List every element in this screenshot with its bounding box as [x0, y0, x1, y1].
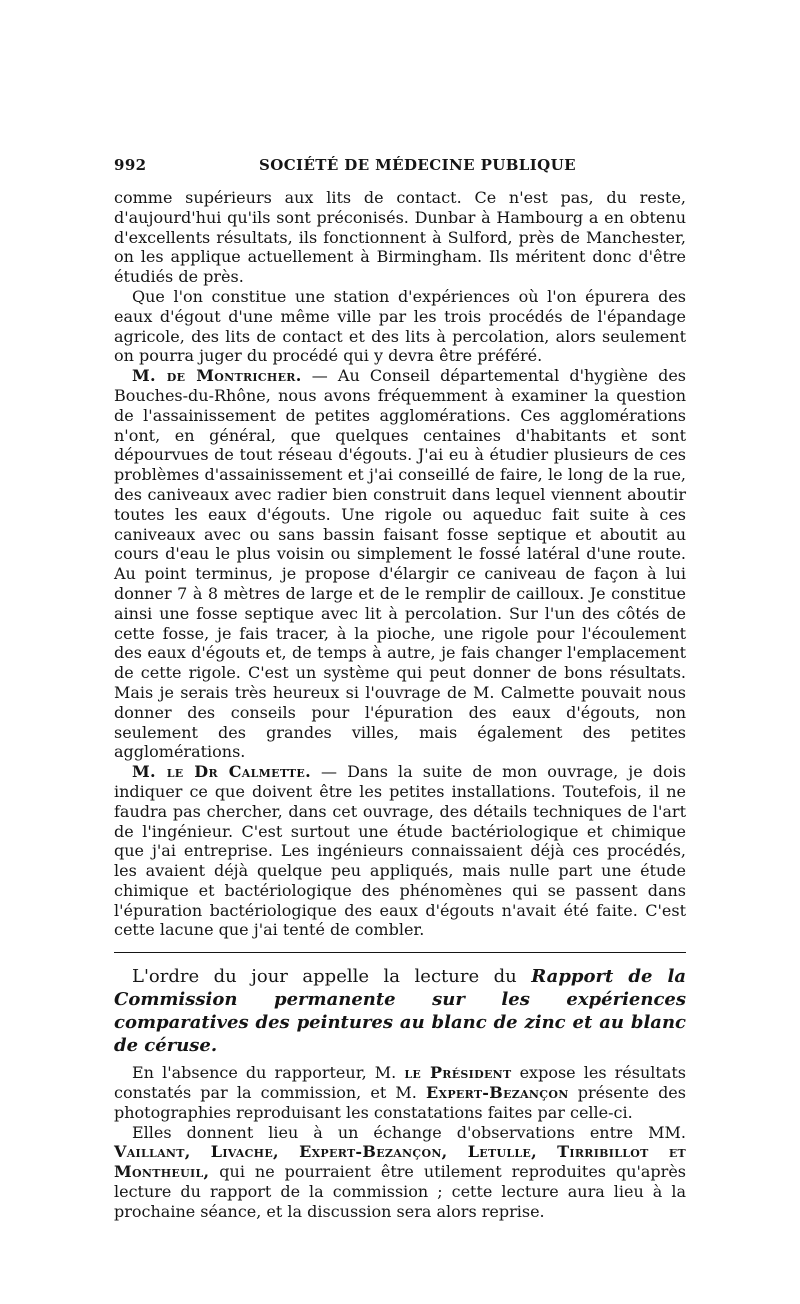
speaker-calmette: M. le Dr Calmette. [132, 762, 311, 782]
agenda-lead: L'ordre du jour appelle la lecture du [132, 966, 532, 988]
montricher-remarks: — Au Conseil départemental d'hygiène des Bouches-du-Rhône, nous avons fréquemment à examiner la question de l'assainissement de petites agglomérations. Ces agglomérations n'ont, en général, que quelques centaines d'habitants et sont dépourvues de tout réseau d'égouts. J'ai eu à étudier plusieurs de ces problèmes d'assainissement et j'ai conseillé de faire, le long de la rue, des caniveaux avec radier bien construit dans lequel viennent aboutir toutes les eaux d'égouts. Une rigole ou aqueduc fait suite à ces caniveaux avec ou sans bassin faisant fosse septique et aboutit au cours d'eau le plus voisin ou simplement le fossé latéral d'une route. Au point terminus, je propose d'élargir ce caniveau de façon à lui donner 7 à 8 mètres de large et de le remplir de cailloux. Je constitue ainsi une fosse septique avec lit à percolation. Sur l'un des côtés de cette fosse, je fais tracer, à la pioche, une rigole pour l'écoulement des eaux d'égouts et, de temps à autre, je fais changer l'emplacement de cette rigole. C'est un système qui peut donner de bons résultats. Mais je serais très heureux si l'ouvrage de M. Calmette pouvait nous donner des conseils pour l'épuration des eaux d'égouts, non seulement des grandes villes, mais également des petites agglomérations. [114, 366, 686, 762]
president-name: le Président [404, 1063, 512, 1083]
speaker-montricher: M. de Montricher. [132, 366, 302, 386]
paragraph-station: Que l'on constitue une station d'expériences où l'on épurera des eaux d'égout d'une même ville par les trois procédés de l'épandage agricole, des lits de contact et des lits à percolation, alors seulement on pourra juger du procédé qui y devra être préféré. [114, 286, 686, 366]
minutes-text: En l'absence du rapporteur, M. [132, 1063, 405, 1083]
minutes-text: expose les résultats constatés par la commission, et M. [114, 1063, 686, 1103]
calmette-remarks: — Dans la suite de mon ouvrage, je dois indiquer ce que doivent être les petites installations. Toutefois, il ne faudra pas chercher, dans cet ouvrage, des détails techniques de l'art de l'ingénieur. C'est surtout une étude bactériologique et chimique que j'ai entreprise. Les ingénieurs connaissaient déjà ces procédés, les avaient déjà quelque peu appliqués, mais nulle part une étude chimique et bactériologique des phénomènes qui se passent dans l'épuration bactériologique des eaux d'égouts n'avait été faite. C'est cette lacune que j'ai tenté de combler. [114, 762, 686, 940]
minutes-paragraph-1 [114, 1063, 686, 1122]
running-head [114, 152, 686, 178]
participants-names: Vaillant, Livache, Expert-Bezançon, Letulle, Tirribillot et Montheuil, [114, 1142, 686, 1182]
minutes-text: présente des photographies reproduisant les constatations faites par celle-ci. [114, 1083, 686, 1122]
minutes-paragraph-2 [114, 1123, 686, 1222]
running-title: SOCIÉTÉ DE MÉDECINE PUBLIQUE [259, 156, 576, 174]
paragraph-continued: comme supérieurs aux lits de contact. Ce n'est pas, du reste, d'aujourd'hui qu'ils sont préconisés. Dunbar à Hambourg a en obtenu d'excellents résultats, ils fonctionnent à Sulford, près de Manchester, on les applique actuellement à Birmingham. Ils méritent donc d'être étudiés de près. [114, 188, 686, 287]
paragraph-calmette [114, 762, 686, 940]
report-title: Rapport de la Commission permanente sur les expériences comparatives des peintures au blanc de zinc et au blanc de céruse. [114, 966, 686, 1057]
document-page [114, 152, 686, 1222]
paragraph-montricher [114, 366, 686, 762]
section-divider [114, 952, 686, 953]
minutes-text: qui ne pourraient être utilement reproduites qu'après lecture du rapport de la commission ; cette lecture aura lieu à la prochaine séance, et la discussion sera alors reprise. [114, 1162, 686, 1221]
meeting-minutes [114, 1063, 686, 1221]
expert-bezancon-name: Expert-Bezançon [425, 1083, 569, 1103]
discussion-text [114, 188, 686, 940]
minutes-text: Elles donnent lieu à un échange d'observations entre MM. [132, 1122, 686, 1142]
page-number: 992 [114, 156, 147, 174]
agenda-item [114, 965, 686, 1057]
